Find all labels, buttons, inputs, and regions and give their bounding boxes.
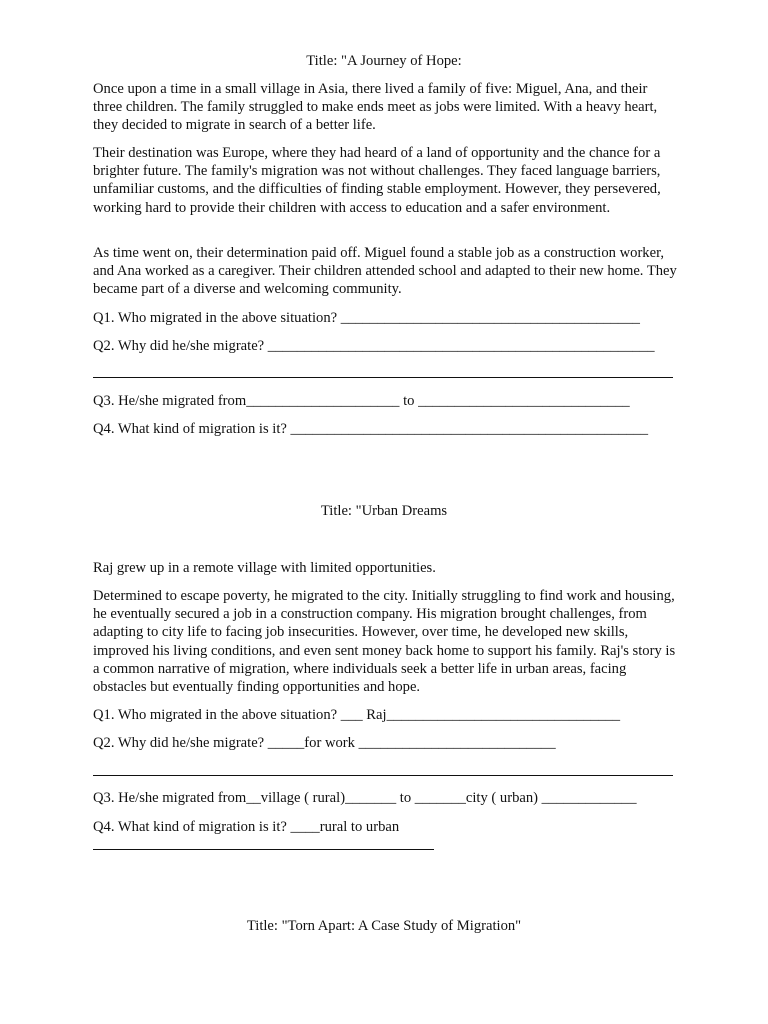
story1-question-1: Q1. Who migrated in the above situation? _________________________________________ <box>93 310 640 326</box>
story2-question-3: Q3. He/she migrated from__village ( rural)_______ to _______city ( urban) _____________ <box>93 790 637 806</box>
story1-paragraph-3: As time went on, their determination paid off. Miguel found a stable job as a construction worker, and Ana worked as a caregiver. Their children attended school and adapted to their new home. They became part of a diverse and welcoming community. <box>93 245 677 298</box>
story2-question-4: Q4. What kind of migration is it? ____rural to urban <box>93 819 400 835</box>
story1-title: Title: "A Journey of Hope: <box>306 53 462 69</box>
story1-paragraph-1: Once upon a time in a small village in Asia, there lived a family of five: Miguel, Ana, and their three children. The family struggled to make ends meet as jobs were limited. With a heavy heart, they decided to migrate in search of a better life. <box>93 81 658 134</box>
story3-title: Title: "Torn Apart: A Case Study of Migration" <box>246 918 522 934</box>
story1-answer-line <box>93 377 673 378</box>
story2-paragraph: Determined to escape poverty, he migrated to the city. Initially struggling to find work and housing, he eventually secured a job in a construction company. His migration brought challenges, from adapting to city life to facing job insecurities. However, over time, he developed new skills, improved his living conditions, and even sent money back home to support his family. Raj's story is a common narrative of migration, where individuals seek a better life in urban areas, facing obstacles but eventually finding opportunities and hope. <box>93 588 676 696</box>
story2-answer-line-2 <box>93 849 434 850</box>
story2-question-2: Q2. Why did he/she migrate? _____for work ___________________________ <box>93 735 556 751</box>
story1-question-3: Q3. He/she migrated from_____________________ to _____________________________ <box>93 393 630 409</box>
story1-question-2: Q2. Why did he/she migrate? _____________________________________________________ <box>93 338 655 354</box>
story1-paragraph-2: Their destination was Europe, where they had heard of a land of opportunity and the chance for a brighter future. The family's migration was not without challenges. They faced language barriers, unfamiliar customs, and the difficulties of finding stable employment. However, they persevered, working hard to provide their children with access to education and a safer environment. <box>93 145 661 216</box>
story2-title: Title: "Urban Dreams <box>320 503 448 519</box>
story2-question-1: Q1. Who migrated in the above situation? ___ Raj________________________________ <box>93 707 621 723</box>
story2-intro: Raj grew up in a remote village with limited opportunities. <box>93 560 436 576</box>
story1-question-4: Q4. What kind of migration is it? _________________________________________________ <box>93 421 649 437</box>
story2-answer-line <box>93 775 673 776</box>
